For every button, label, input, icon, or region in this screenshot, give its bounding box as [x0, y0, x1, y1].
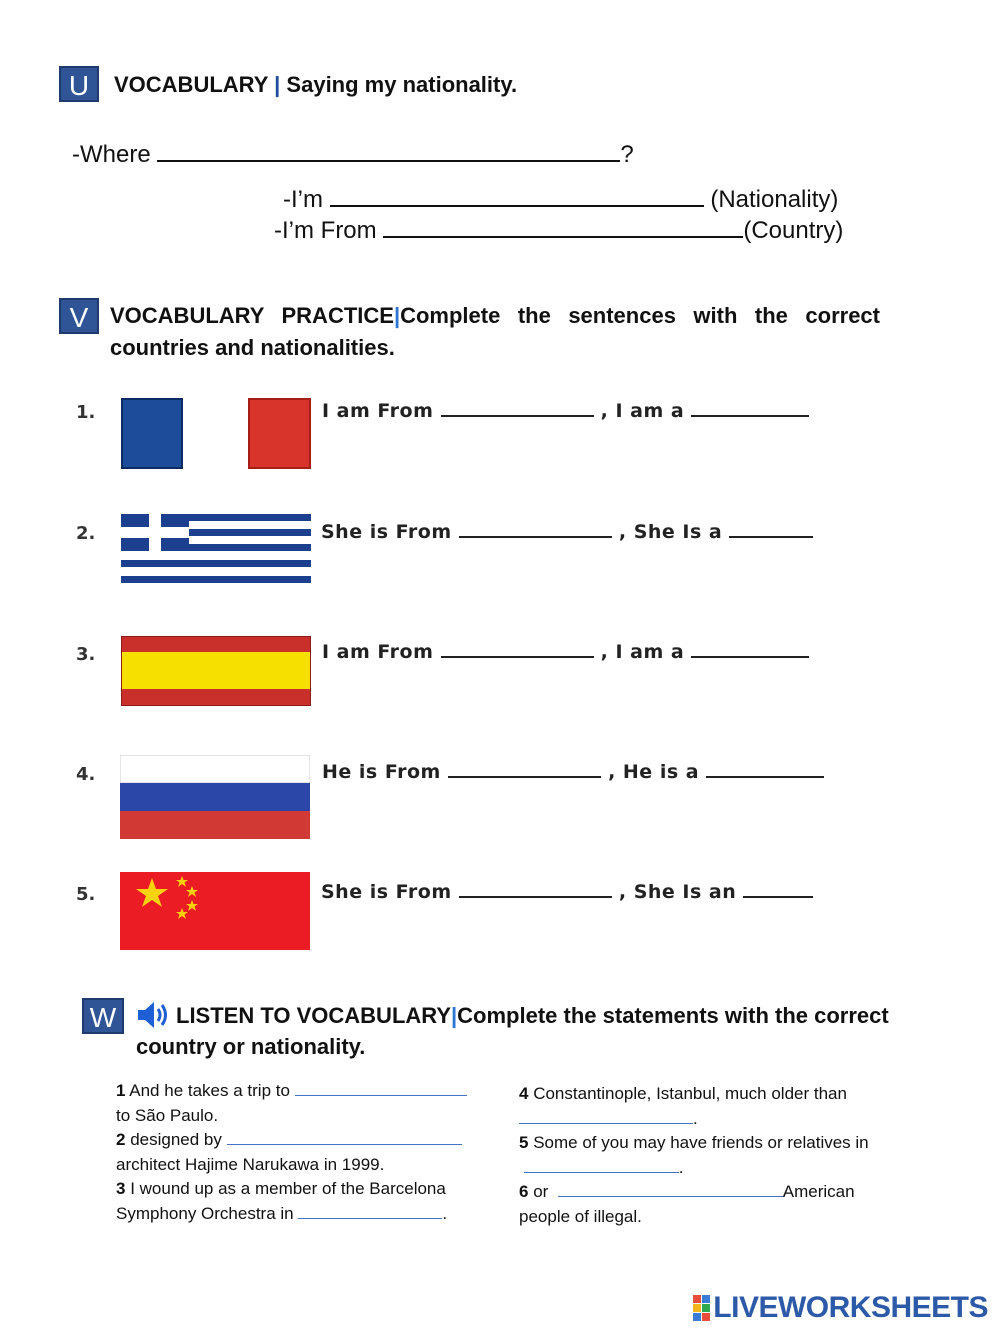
exercise-5-number: 5. [76, 884, 96, 905]
exercise-4-part1: He is From [322, 761, 441, 783]
nationality-line [283, 185, 838, 215]
statements-right-column [519, 1082, 919, 1229]
exercise-5-nationality-blank[interactable] [743, 880, 813, 898]
statement-3 [116, 1177, 496, 1202]
exercise-1-text [322, 399, 809, 422]
nationality-suffix: (Nationality) [710, 186, 839, 213]
section-w-title [176, 1000, 889, 1032]
statement-5 [519, 1131, 919, 1156]
statement-5-number: 5 [519, 1133, 529, 1152]
exercise-1-part2: , I am a [600, 400, 685, 422]
exercise-5-part1: She is From [321, 881, 452, 903]
section-v-instruction-1: Complete the sentences with the correct [400, 303, 880, 328]
statement-6-continuation: people of illegal. [519, 1206, 642, 1226]
section-v-separator: | [393, 303, 401, 328]
exercise-2-text [321, 520, 813, 543]
section-v-instruction-2: countries and nationalities. [110, 335, 395, 360]
exercise-2-part2: , She Is a [618, 521, 723, 543]
section-u-separator: | [274, 72, 281, 97]
china-flag [120, 872, 310, 950]
spain-flag [121, 636, 311, 706]
exercise-1-number: 1. [76, 402, 96, 423]
france-flag [121, 398, 311, 469]
statement-6-blank[interactable] [558, 1181, 783, 1197]
im-prefix: -I’m [283, 186, 323, 213]
exercise-5-country-blank[interactable] [459, 880, 612, 898]
exercise-3-country-blank[interactable] [441, 640, 594, 658]
exercise-2-number: 2. [76, 523, 96, 544]
where-prefix: -Where [72, 141, 151, 168]
country-blank[interactable] [383, 218, 743, 238]
statement-5-blank[interactable] [524, 1157, 679, 1173]
section-w-instruction-1: Complete the statements with the correct [457, 1003, 889, 1028]
exercise-2-nationality-blank[interactable] [729, 520, 813, 538]
exercise-5-text [321, 880, 813, 903]
statement-3-prefix: Symphony Orchestra in [116, 1203, 294, 1223]
statement-4-number: 4 [519, 1084, 529, 1103]
statement-6-after: American [782, 1182, 855, 1201]
where-blank[interactable] [157, 142, 620, 162]
statement-4-text: Constantinople, Istanbul, much older than [533, 1084, 847, 1103]
statement-2-blank[interactable] [227, 1129, 462, 1145]
country-suffix: (Country) [743, 217, 844, 244]
statement-6-text: or [533, 1182, 549, 1201]
exercise-4-text [322, 760, 824, 783]
country-line [274, 216, 843, 246]
russia-flag [120, 755, 310, 839]
liveworksheets-logo-icon [693, 1295, 710, 1321]
section-v-title-label: VOCABULARY PRACTICE [110, 303, 394, 328]
exercise-2-part1: She is From [321, 521, 452, 543]
exercise-4-number: 4. [76, 764, 96, 785]
statement-1-blank[interactable] [295, 1080, 467, 1096]
section-u-title-label: VOCABULARY [114, 72, 269, 97]
statement-2 [116, 1128, 496, 1153]
exercise-4-nationality-blank[interactable] [706, 760, 824, 778]
statement-3-period: . [442, 1203, 448, 1223]
exercise-3-nationality-blank[interactable] [691, 640, 809, 658]
where-suffix: ? [620, 141, 634, 168]
section-v-badge: V [59, 298, 99, 334]
exercise-1-nationality-blank[interactable] [691, 399, 809, 417]
section-w-title-label: LISTEN TO VOCABULARY [176, 1003, 452, 1028]
exercise-3-text [322, 640, 809, 663]
statement-5-text: Some of you may have friends or relatives in [533, 1133, 869, 1152]
statement-5-continuation [519, 1156, 919, 1181]
statement-2-continuation: architect Hajime Narukawa in 1999. [116, 1154, 385, 1174]
exercise-5-part2: , She Is an [618, 881, 737, 903]
statement-5-period: . [678, 1157, 684, 1177]
exercise-3-part2: , I am a [600, 641, 685, 663]
section-v-title [110, 300, 880, 332]
statement-3-text: I wound up as a member of the Barcelona [130, 1179, 446, 1198]
section-u-title [114, 69, 517, 101]
im-from-prefix: -I’m From [274, 217, 377, 244]
exercise-1-part1: I am From [322, 400, 434, 422]
statement-6-number: 6 [519, 1182, 529, 1201]
greece-flag [121, 514, 311, 584]
liveworksheets-logo-text: LIVEWORKSHEETS [713, 1291, 988, 1324]
statement-4-blank[interactable] [519, 1108, 693, 1124]
statement-1-continuation: to São Paulo. [116, 1105, 219, 1125]
statement-3-number: 3 [116, 1179, 126, 1198]
exercise-4-country-blank[interactable] [448, 760, 601, 778]
statement-4 [519, 1082, 919, 1107]
exercise-4-part2: , He is a [608, 761, 700, 783]
speaker-icon[interactable] [136, 999, 172, 1031]
statement-2-text: designed by [130, 1130, 222, 1149]
statement-1-number: 1 [116, 1081, 126, 1100]
statement-4-period: . [693, 1108, 698, 1128]
section-w-badge: W [82, 998, 124, 1034]
statement-1 [116, 1079, 496, 1104]
nationality-blank[interactable] [330, 187, 704, 207]
statements-left-column [116, 1079, 496, 1226]
section-u-subtitle: Saying my nationality. [286, 72, 518, 97]
section-u-badge: U [59, 66, 99, 102]
section-w-separator: | [451, 1003, 458, 1028]
statement-1-text: And he takes a trip to [129, 1081, 290, 1100]
exercise-3-part1: I am From [322, 641, 434, 663]
statement-2-number: 2 [116, 1130, 126, 1149]
liveworksheets-logo [693, 1291, 988, 1325]
exercise-2-country-blank[interactable] [459, 520, 612, 538]
where-question-line [72, 140, 634, 170]
statement-3-blank[interactable] [298, 1203, 442, 1219]
statement-4-continuation [519, 1107, 919, 1132]
statement-3-continuation [116, 1202, 496, 1227]
exercise-3-number: 3. [76, 644, 96, 665]
exercise-1-country-blank[interactable] [441, 399, 594, 417]
statement-6 [519, 1180, 919, 1205]
section-w-instruction-2: country or nationality. [136, 1034, 366, 1059]
